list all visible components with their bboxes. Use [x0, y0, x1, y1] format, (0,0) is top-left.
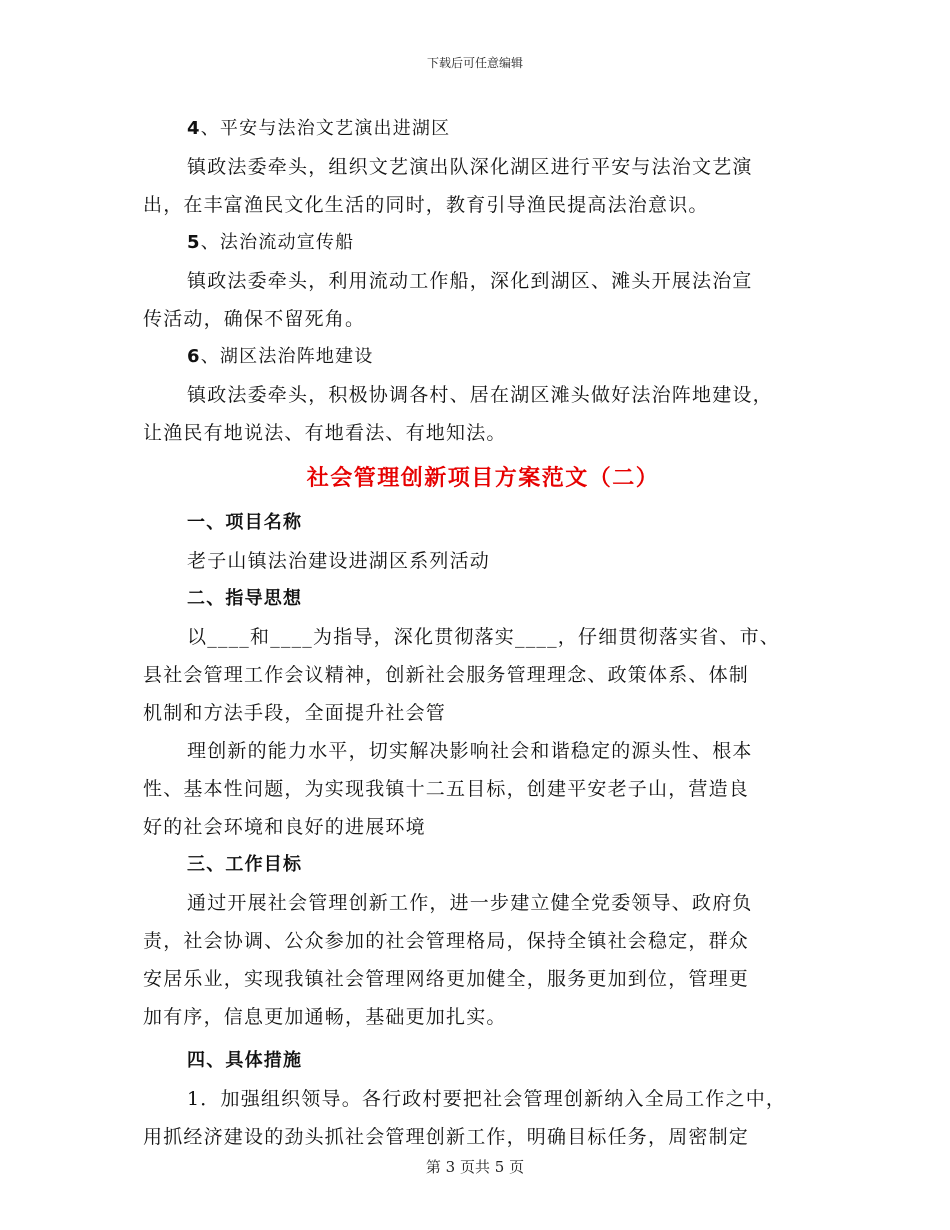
paragraph-line: 机制和方法手段，全面提升社会管 — [143, 702, 447, 724]
header-note: 下载后可任意编辑 — [426, 56, 523, 70]
paragraph-line: 镇政法委牵头，利用流动工作船，深化到湖区、滩头开展法治宣 — [187, 270, 753, 292]
paragraph-line: 性、基本性问题，为实现我镇十二五目标，创建平安老子山，营造良 — [143, 778, 750, 800]
paragraph-line: 通过开展社会管理创新工作，进一步建立健全党委领导、政府负 — [187, 892, 753, 914]
item-5-title: 、法治流动宣传船 — [200, 232, 355, 253]
item-6-number: 6 — [187, 346, 201, 367]
paragraph-line: 让渔民有地说法、有地看法、有地知法。 — [143, 422, 507, 444]
section-heading-3: 三、工作目标 — [187, 854, 303, 875]
paragraph-line: 出，在丰富渔民文化生活的同时，教育引导渔民提高法治意识。 — [143, 194, 709, 216]
paragraph-line: 责，社会协调、公众参加的社会管理格局，保持全镇社会稳定，群众 — [143, 930, 750, 952]
paragraph-line: 老子山镇法治建设进湖区系列活动 — [187, 550, 491, 572]
page-footer: 第 3 页共 5 页 — [425, 1158, 525, 1176]
paragraph-line: 镇政法委牵头，组织文艺演出队深化湖区进行平安与法治文艺演 — [187, 156, 753, 178]
paragraph-line: 县社会管理工作会议精神，创新社会服务管理理念、政策体系、体制 — [143, 664, 750, 686]
paragraph-line: 传活动，确保不留死角。 — [143, 308, 366, 330]
paragraph-line: 1．加强组织领导。各行政村要把社会管理创新纳入全局工作之中， — [187, 1088, 787, 1110]
paragraph-line: 安居乐业，实现我镇社会管理网络更加健全，服务更加到位，管理更 — [143, 968, 750, 990]
document-body — [143, 110, 823, 1156]
item-5-heading — [143, 224, 823, 262]
section-heading-1: 一、项目名称 — [187, 512, 303, 533]
paragraph-line: 用抓经济建设的劲头抓社会管理创新工作，明确目标任务，周密制定 — [143, 1126, 750, 1148]
paragraph-line: 镇政法委牵头，积极协调各村、居在湖区滩头做好法治阵地建设， — [187, 384, 773, 406]
section-heading-4: 四、具体措施 — [187, 1050, 303, 1071]
document-title: 社会管理创新项目方案范文（二） — [306, 466, 660, 491]
paragraph-line: 好的社会环境和良好的进展环境 — [143, 816, 426, 838]
item-6-heading — [143, 338, 823, 376]
item-6-title: 、湖区法治阵地建设 — [200, 346, 374, 367]
paragraph-line: 理创新的能力水平，切实解决影响社会和谐稳定的源头性、根本 — [187, 740, 753, 762]
paragraph-line: 加有序，信息更加通畅，基础更加扎实。 — [143, 1006, 507, 1028]
item-4-number: 4 — [187, 118, 201, 139]
section-heading-2: 二、指导思想 — [187, 588, 303, 609]
item-4-title: 、平安与法治文艺演出进湖区 — [200, 118, 451, 139]
item-5-number: 5 — [187, 232, 201, 253]
item-4-heading — [143, 110, 823, 148]
paragraph-line: 以____和____为指导，深化贯彻落实____，仔细贯彻落实省、市、 — [187, 626, 781, 648]
